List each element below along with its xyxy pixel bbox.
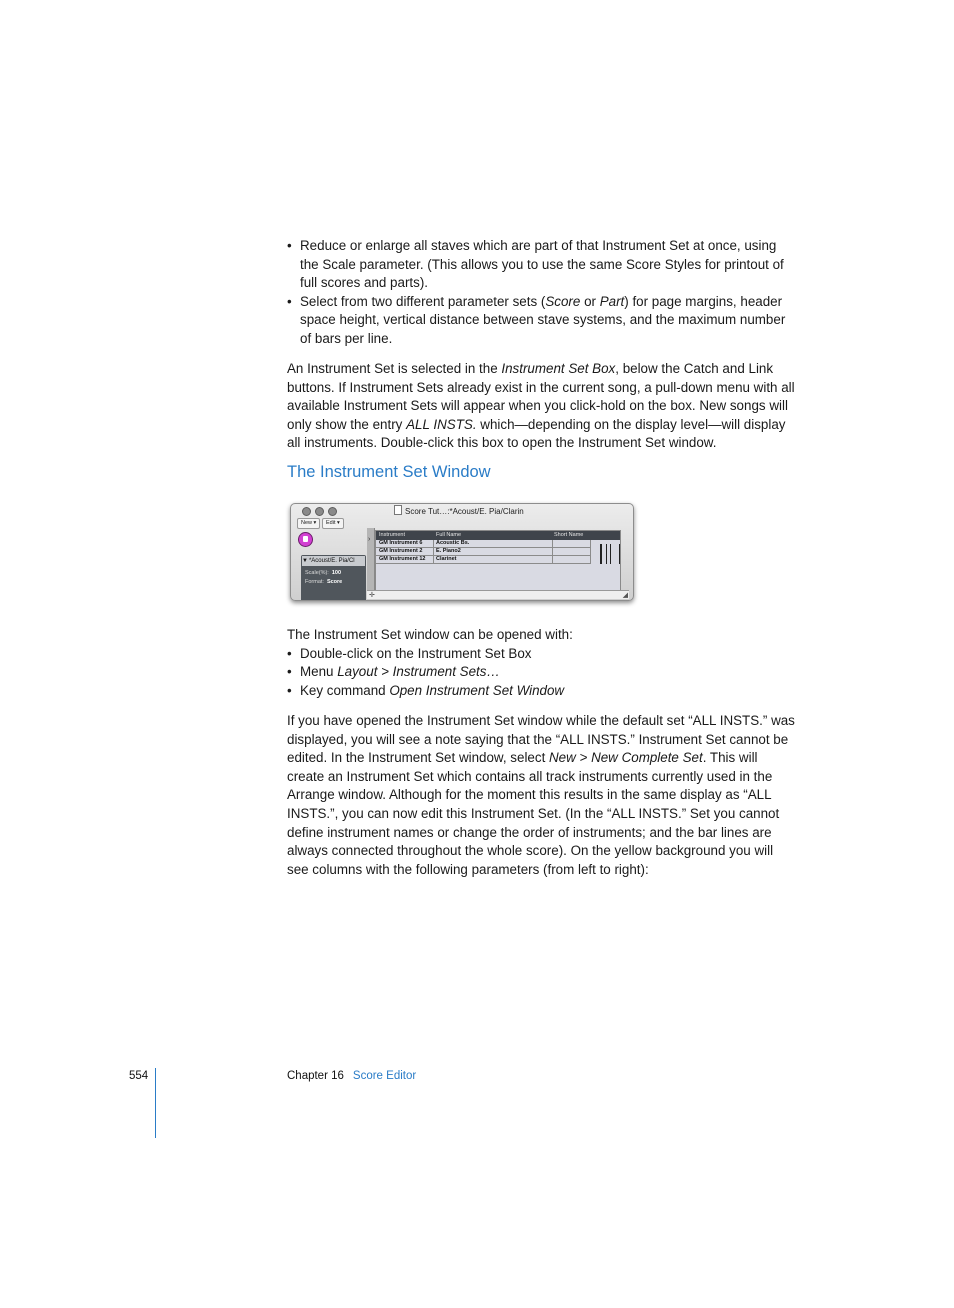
window-titlebar xyxy=(291,504,633,517)
bullet-text: Double-click on the Instrument Set Box xyxy=(300,645,532,661)
close-icon[interactable] xyxy=(302,507,311,516)
scale-parameter[interactable] xyxy=(305,570,341,576)
bracket-icon[interactable] xyxy=(600,544,620,564)
column-divider xyxy=(433,540,434,564)
table-row[interactable] xyxy=(376,548,590,556)
scale-label: Scale(%): xyxy=(305,570,329,576)
emphasis: Instrument Set Box xyxy=(501,361,616,376)
bullet-emphasis: Score xyxy=(545,293,581,309)
table-header xyxy=(376,531,620,540)
open-intro-text: The Instrument Set window can be opened with: xyxy=(287,627,573,642)
link-button-icon[interactable] xyxy=(298,532,313,547)
format-value: Score xyxy=(326,579,343,585)
bullet-text: Menu xyxy=(300,664,338,680)
disclosure-triangle-icon: ▼ xyxy=(302,558,308,564)
left-side-bar xyxy=(367,528,375,596)
list-item xyxy=(287,645,797,664)
cell-instrument: GM Instrument 12 xyxy=(379,556,426,562)
edit-menu-label: Edit xyxy=(326,520,336,526)
window-title-text: Score Tut…:*Acoust/E. Pia/Clarin xyxy=(405,507,524,516)
text: An Instrument Set is selected in the xyxy=(287,361,502,376)
instrument-set-selector[interactable] xyxy=(302,556,365,566)
list-item xyxy=(287,293,797,349)
instrument-set-window-screenshot xyxy=(290,503,634,601)
document-icon xyxy=(394,505,402,515)
chapter-footer xyxy=(287,1070,416,1082)
text: , below the Catch and Link buttons. If Instrument Sets already exist in the current song, a pull-down menu with all available Instrument Sets will appear when you click-hold on the box. New songs will only show the entry xyxy=(287,361,795,432)
bullet-emphasis: Part xyxy=(599,293,625,309)
format-label: Format: xyxy=(305,579,324,585)
parameter-panel xyxy=(297,528,367,598)
section-heading: The Instrument Set Window xyxy=(287,463,491,481)
bullet-text: Select from two different parameter sets ( xyxy=(300,293,546,309)
format-parameter[interactable] xyxy=(305,579,342,585)
new-menu-button[interactable]: New ▾ xyxy=(297,518,320,529)
table-row[interactable] xyxy=(376,556,590,564)
chapter-title: Score Editor xyxy=(352,1070,417,1082)
bullet-text: Reduce or enlarge all staves which are part of that Instrument Set at once, using the Scale parameter. (This allows you to use the same Score Styles for printout of full scores and parts). xyxy=(300,238,784,291)
column-divider xyxy=(590,540,591,564)
open-with-section xyxy=(287,626,797,700)
text: If you have opened the Instrument Set window while the default set “ALL INSTS.” was displayed, you will see a note saying that the “ALL INSTS.” Instrument Set cannot be edited. In the Instrument Set window, select xyxy=(287,713,795,766)
bullet-emphasis: Open Instrument Set Window xyxy=(389,682,565,698)
column-header-instrument[interactable]: Instrument xyxy=(379,532,405,538)
intro-bullet-list xyxy=(287,237,797,349)
instrument-set-box[interactable] xyxy=(301,555,366,601)
paragraph-instrument-set-box xyxy=(287,360,797,453)
bullet-dot: • xyxy=(287,682,292,698)
bullet-emphasis: Layout > Instrument Sets… xyxy=(337,664,500,680)
cell-instrument: GM Instrument 6 xyxy=(379,540,423,546)
instrument-table xyxy=(375,530,621,592)
minimize-icon[interactable] xyxy=(315,507,324,516)
text: . This will create an Instrument Set which contains all track instruments currently used in the Arrange window. Although for the moment this results in the same display as “ALL INSTS.”, you can now edit this Instrument Set. (In the “ALL INSTS.” Set you cannot define instrument names or change the order of instruments; and the bar lines are always connected throughout the whole score). On the yellow background you will see columns with the following parameters (from left to right): xyxy=(287,750,780,877)
zoom-icon[interactable] xyxy=(328,507,337,516)
bullet-dot: • xyxy=(287,664,292,680)
new-menu-label: New xyxy=(301,520,313,526)
bullet-text: Key command xyxy=(300,682,390,698)
paragraph-new-complete-set xyxy=(287,712,797,879)
edit-menu-button[interactable]: Edit ▾ xyxy=(322,518,344,529)
bullet-dot: • xyxy=(287,645,292,661)
bottom-bar xyxy=(367,590,629,599)
column-header-full-name[interactable]: Full Name xyxy=(436,532,462,538)
column-divider xyxy=(552,540,553,564)
footer-divider xyxy=(155,1068,156,1138)
column-header-short-name[interactable]: Short Name xyxy=(554,532,584,538)
instrument-set-name: *Acoust/E. Pia/Cl xyxy=(308,558,355,564)
page-number: 554 xyxy=(129,1070,149,1082)
text: which—depending on the display level—will display all instruments. Double-click this box to open the Instrument Set window. xyxy=(287,416,786,451)
list-item xyxy=(287,663,797,682)
cell-full-name: Clarinet xyxy=(436,556,457,562)
crosshair-icon[interactable]: ✛ xyxy=(369,592,375,599)
bullet-text: or xyxy=(580,293,600,309)
list-item xyxy=(287,682,797,701)
bullet-text: ) for page margins, header space height, vertical distance between stave systems, and the maximum number of bars per line. xyxy=(300,293,786,346)
resize-grip-icon[interactable]: ◢ xyxy=(622,592,628,599)
bullet-dot: • xyxy=(287,238,292,253)
table-row[interactable] xyxy=(376,540,590,548)
cell-instrument: GM Instrument 2 xyxy=(379,548,423,554)
chevron-right-icon[interactable]: › xyxy=(368,536,371,543)
cell-full-name: E. Piano2 xyxy=(436,548,461,554)
scale-value: 100 xyxy=(331,570,342,576)
list-item xyxy=(287,237,797,293)
window-title xyxy=(394,505,524,516)
chapter-label: Chapter 16 xyxy=(287,1070,344,1082)
emphasis: New > New Complete Set xyxy=(549,750,703,766)
emphasis: ALL INSTS. xyxy=(406,416,477,432)
cell-full-name: Acoustic Bs. xyxy=(436,540,470,546)
bullet-dot: • xyxy=(287,293,292,309)
